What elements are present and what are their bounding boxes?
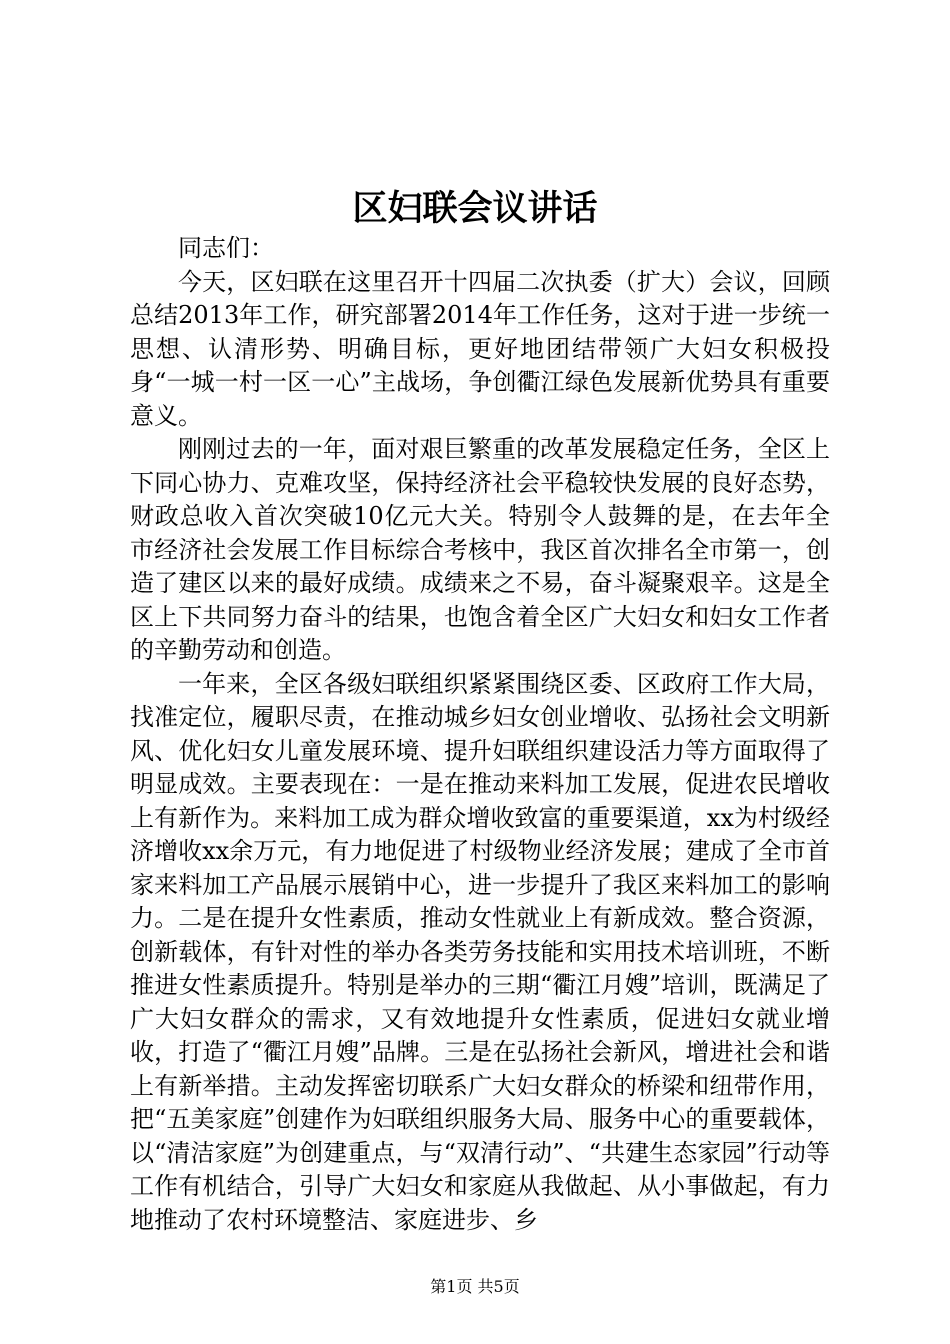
document-title: 区妇联会议讲话 bbox=[352, 188, 598, 229]
document-body bbox=[130, 232, 830, 1237]
paragraph-2: 刚刚过去的一年，面对艰巨繁重的改革发展稳定任务，全区上下同心协力、克难攻坚，保持经济社会平稳较快发展的良好态势，财政总收入首次突破10亿元大关。特别令人鼓舞的是，在去年全市经济社会发展工作目标综合考核中，我区首次排名全市第一，创造了建区以来的最好成绩。成绩来之不易，奋斗凝聚艰辛。这是全区上下共同努力奋斗的结果，也饱含着全区广大妇女和妇女工作者的辛勤劳动和创造。 bbox=[130, 435, 830, 664]
paragraph-1: 今天，区妇联在这里召开十四届二次执委（扩大）会议，回顾总结2013年工作，研究部署2014年工作任务，这对于进一步统一思想、认清形势、明确目标，更好地团结带领广大妇女积极投身“一城一村一区一心”主战场，争创衢江绿色发展新优势具有重要意义。 bbox=[130, 267, 830, 430]
paragraph-3: 一年来，全区各级妇联组织紧紧围绕区委、区政府工作大局，找准定位，履职尽责，在推动城乡妇女创业增收、弘扬社会文明新风、优化妇女儿童发展环境、提升妇联组织建设活力等方面取得了明显成效。主要表现在：一是在推动来料加工发展，促进农民增收上有新作为。来料加工成为群众增收致富的重要渠道，xx为村级经济增收xx余万元，有力地促进了村级物业经济发展；建成了全市首家来料加工产品展示展销中心，进一步提升了我区来料加工的影响力。二是在提升女性素质，推动女性就业上有新成效。整合资源，创新载体，有针对性的举办各类劳务技能和实用技术培训班，不断推进女性素质提升。特别是举办的三期“衢江月嫂”培训，既满足了广大妇女群众的需求，又有效地提升女性素质，促进妇女就业增收，打造了“衢江月嫂”品牌。三是在弘扬社会新风，增进社会和谐上有新举措。主动发挥密切联系广大妇女群众的桥梁和纽带作用，把“五美家庭”创建作为妇联组织服务大局、服务中心的重要载体，以“清洁家庭”为创建重点，与“双清行动”、“共建生态家园”行动等工作有机结合，引导广大妇女和家庭从我做起、从小事做起，有力地推动了农村环境整洁、家庭进步、乡 bbox=[130, 669, 830, 1234]
page-number-footer: 第1页 共5页 bbox=[430, 1277, 520, 1296]
salutation: 同志们： bbox=[178, 234, 274, 262]
